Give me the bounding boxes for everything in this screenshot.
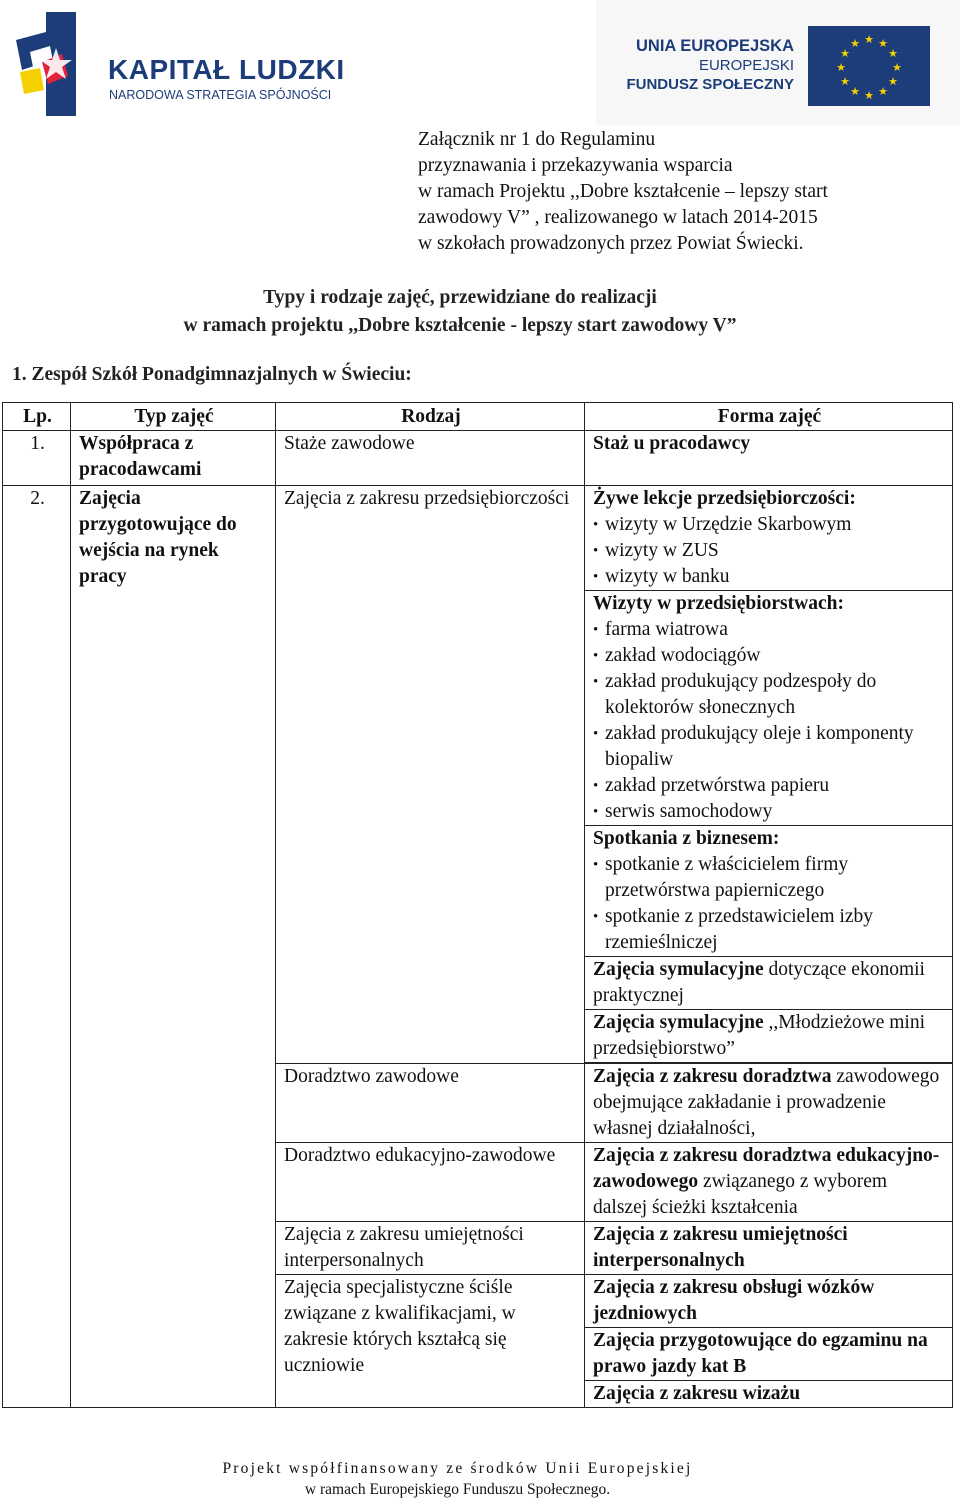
column-header-type: Typ zajęć <box>71 403 276 431</box>
activity-form <box>585 591 953 826</box>
activity-form: Zajęcia z zakresu wizażu <box>585 1381 953 1408</box>
list-item: • wizyty w ZUS <box>605 538 946 564</box>
activity-kind: Doradztwo edukacyjno-zawodowe <box>276 1143 585 1222</box>
table-row <box>3 486 953 591</box>
svg-text:★: ★ <box>864 33 874 46</box>
activity-form <box>585 486 953 591</box>
edu-career-desc: związanego z wyborem dalszej ścieżki kształcenia <box>593 1171 888 1218</box>
footer-line: w ramach Europejskiego Funduszu Społecznego. <box>304 1481 611 1498</box>
career-label: Zajęcia z zakresu doradztwa <box>593 1066 832 1087</box>
career-desc: zawodowego obejmujące zakładanie i prowadzenie własnej działalności, <box>593 1066 940 1139</box>
eu-flag-icon <box>808 26 930 106</box>
list-item: • wizyty w banku <box>605 564 946 590</box>
list-item: • zakład przetwórstwa papieru <box>605 773 946 799</box>
svg-text:★: ★ <box>864 89 874 102</box>
list-item: • spotkanie z przedstawicielem izby rzemieślniczej <box>605 904 946 956</box>
activity-kind: Zajęcia z zakresu umiejętności interpersonalnych <box>276 1222 585 1275</box>
eu-line1: UNIA EUROPEJSKA <box>636 37 794 55</box>
table-header-row <box>3 403 953 431</box>
kapital-ludzki-logo <box>12 10 345 120</box>
activity-form <box>585 1010 953 1063</box>
eu-line3: FUNDUSZ SPOŁECZNY <box>626 76 794 93</box>
kapital-ludzki-title: KAPITAŁ LUDZKI <box>108 54 345 85</box>
kapital-ludzki-subtitle: NARODOWA STRATEGIA SPÓJNOŚCI <box>109 88 332 102</box>
annex-line: zawodowy V” , realizowanego w latach 2014-2015 <box>418 207 818 228</box>
svg-text:★: ★ <box>840 47 850 60</box>
document-title <box>0 284 920 340</box>
svg-text:★: ★ <box>840 75 850 88</box>
column-header-lp: Lp. <box>3 403 71 431</box>
activity-form <box>585 1143 953 1222</box>
annex-line: przyznawania i przekazywania wsparcia <box>418 155 733 176</box>
simulation-label: Zajęcia symulacyjne <box>593 959 764 980</box>
live-lessons-title: Żywe lekcje przedsiębiorczości: <box>593 488 856 509</box>
svg-text:★: ★ <box>836 61 846 74</box>
svg-text:★: ★ <box>878 37 888 50</box>
simulation-desc: ,,Młodzieżowe mini przedsiębiorstwo” <box>593 1012 925 1059</box>
activities-table <box>2 402 953 1408</box>
list-item: • serwis samochodowy <box>605 799 946 825</box>
list-item: • wizyty w Urzędzie Skarbowym <box>605 512 946 538</box>
list-item: • zakład produkujący oleje i komponenty biopaliw <box>605 721 946 773</box>
activity-kind: Doradztwo zawodowe <box>276 1064 585 1143</box>
eu-logo-block <box>596 0 960 125</box>
annex-line: w szkołach prowadzonych przez Powiat Świecki. <box>418 233 804 254</box>
activity-form: Zajęcia z zakresu obsługi wózków jezdniowych <box>585 1275 953 1328</box>
annex-line: w ramach Projektu ,,Dobre kształcenie – lepszy start <box>418 181 828 202</box>
live-lessons-list <box>593 512 946 590</box>
activity-form <box>585 957 953 1010</box>
list-item: • farma wiatrowa <box>605 617 946 643</box>
simulation-desc: dotyczące ekonomii praktycznej <box>593 959 925 1006</box>
company-visits-title: Wizyty w przedsiębiorstwach: <box>593 593 844 614</box>
svg-text:★: ★ <box>892 61 902 74</box>
list-item: • zakład produkujący podzespoły do kolektorów słonecznych <box>605 669 946 721</box>
column-header-form: Forma zajęć <box>585 403 953 431</box>
eu-line2: EUROPEJSKI <box>698 57 794 74</box>
edu-career-label: Zajęcia z zakresu doradztwa edukacyjno- zawodowego <box>593 1145 940 1192</box>
column-header-kind: Rodzaj <box>276 403 585 431</box>
page-header <box>0 0 960 125</box>
business-meetings-list <box>593 852 946 956</box>
title-line: Typy i rodzaje zajęć, przewidziane do realizacji <box>263 287 657 308</box>
table-row <box>3 431 953 486</box>
simulation-label: Zajęcia symulacyjne <box>593 1012 764 1033</box>
title-line: w ramach projektu ,,Dobre kształcenie - lepszy start zawodowy V” <box>183 315 737 336</box>
list-item: • spotkanie z właścicielem firmy przetwórstwa papierniczego <box>605 852 946 904</box>
annex-line: Załącznik nr 1 do Regulaminu <box>418 129 656 150</box>
eu-text <box>626 37 794 94</box>
svg-text:★: ★ <box>878 85 888 98</box>
activity-form: Staż u pracodawcy <box>585 431 953 486</box>
kapital-ludzki-emblem-icon <box>12 10 82 118</box>
activity-type: Współpraca z pracodawcami <box>71 431 276 486</box>
page-footer <box>0 1458 915 1500</box>
svg-text:★: ★ <box>888 75 898 88</box>
row-number: 2. <box>3 486 71 1408</box>
row-number: 1. <box>3 431 71 486</box>
business-meetings-title: Spotkania z biznesem: <box>593 828 780 849</box>
activity-kind: Zajęcia z zakresu przedsiębiorczości <box>276 486 585 1064</box>
company-visits-list <box>593 617 946 825</box>
activity-form: Zajęcia przygotowujące do egzaminu na prawo jazdy kat B <box>585 1328 953 1381</box>
svg-text:★: ★ <box>850 85 860 98</box>
activity-kind: Zajęcia specjalistyczne ściśle związane z kwalifikacjami, w zakresie których kształcą się uczniowie <box>276 1275 585 1408</box>
list-item: • zakład wodociągów <box>605 643 946 669</box>
activity-form <box>585 826 953 957</box>
svg-text:★: ★ <box>850 37 860 50</box>
footer-line: Projekt współfinansowany ze środków Unii Europejskiej <box>222 1460 693 1477</box>
svg-text:★: ★ <box>888 47 898 60</box>
activity-type: Zajęcia przygotowujące do wejścia na rynek pracy <box>71 486 276 1408</box>
activity-form: Zajęcia z zakresu umiejętności interpersonalnych <box>585 1222 953 1275</box>
annex-note <box>418 127 828 257</box>
section-heading: 1. Zespół Szkół Ponadgimnazjalnych w Świeciu: <box>12 364 412 385</box>
activity-kind: Staże zawodowe <box>276 431 585 486</box>
activity-form <box>585 1064 953 1143</box>
